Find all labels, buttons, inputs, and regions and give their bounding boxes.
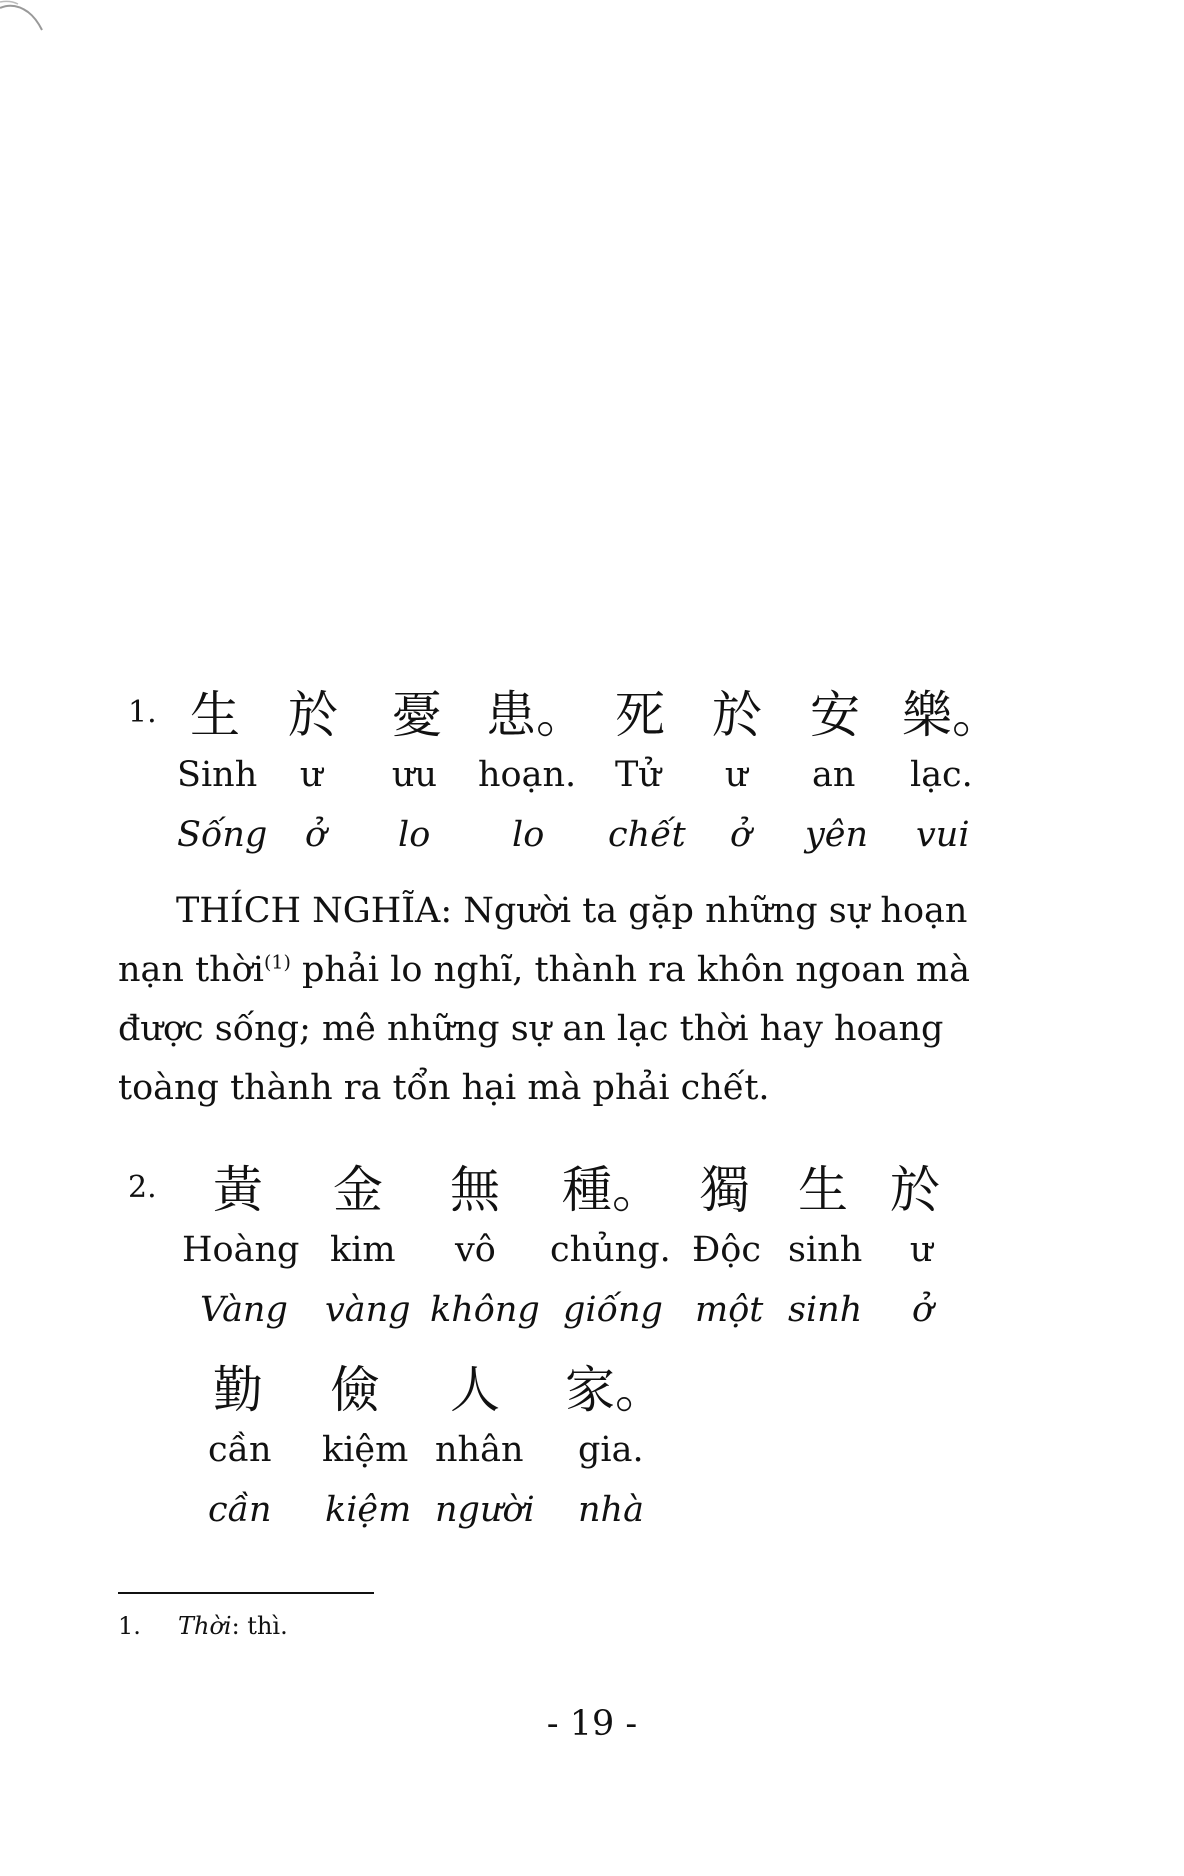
meaning-line xyxy=(0,1485,1184,1545)
han-char: 人 xyxy=(450,1361,500,1419)
reading-word: lạc. xyxy=(910,755,973,795)
page-corner-mark xyxy=(0,0,50,40)
footnote-reference[interactable]: (1) xyxy=(263,951,291,974)
han-char: 於 xyxy=(890,1161,940,1219)
reading-word: kiệm xyxy=(322,1430,409,1470)
reading-word: ư xyxy=(300,755,323,795)
footnote-divider xyxy=(118,1592,374,1594)
reading-line xyxy=(0,1425,1184,1485)
reading-word: ư xyxy=(725,755,748,795)
meaning-word: chết xyxy=(608,815,686,855)
meaning-word: ở xyxy=(305,815,327,855)
meaning-word: một xyxy=(695,1290,764,1330)
meaning-word: Vàng xyxy=(200,1290,288,1330)
meaning-word: kiệm xyxy=(325,1490,412,1530)
reading-line xyxy=(0,750,1184,810)
page-number: - 19 - xyxy=(546,1704,638,1744)
han-char: 死 xyxy=(615,686,665,744)
han-line xyxy=(0,1160,1184,1220)
footnote-number: 1. xyxy=(118,1612,141,1640)
han-char: 安 xyxy=(810,686,860,744)
entry-number: 2. xyxy=(128,1170,157,1205)
meaning-word: sinh xyxy=(788,1290,863,1330)
meaning-word: ở xyxy=(730,815,752,855)
reading-word: an xyxy=(812,755,856,795)
han-char: 家。 xyxy=(565,1361,665,1419)
reading-word: Hoàng xyxy=(182,1230,300,1270)
reading-word: Sinh xyxy=(177,755,258,795)
han-char: 於 xyxy=(712,686,762,744)
han-char: 無 xyxy=(450,1161,500,1219)
han-char: 患。 xyxy=(486,686,586,744)
meaning-word: vàng xyxy=(325,1290,411,1330)
meaning-word: lo xyxy=(398,815,431,855)
meaning-word: giống xyxy=(563,1290,663,1330)
reading-word: ư xyxy=(910,1230,933,1270)
han-char: 於 xyxy=(288,686,338,744)
meaning-line xyxy=(0,1285,1184,1345)
reading-word: cần xyxy=(208,1430,272,1470)
meaning-word: Sống xyxy=(177,815,268,855)
explanation-text: Người ta gặp những sự hoạn nạn thời xyxy=(118,891,968,990)
meaning-word: vui xyxy=(916,815,970,855)
han-char: 黃 xyxy=(213,1161,263,1219)
han-char: 金 xyxy=(333,1161,383,1219)
han-char: 樂。 xyxy=(902,686,1002,744)
han-char: 種。 xyxy=(562,1161,662,1219)
footnote-term: Thời xyxy=(178,1612,232,1640)
reading-word: nhân xyxy=(435,1430,524,1470)
reading-word: vô xyxy=(455,1230,496,1270)
meaning-word: không xyxy=(430,1290,540,1330)
reading-word: gia. xyxy=(578,1430,644,1470)
reading-word: Độc xyxy=(692,1230,761,1270)
reading-word: chủng. xyxy=(550,1230,671,1270)
han-char: 儉 xyxy=(330,1361,380,1419)
reading-word: ưu xyxy=(392,755,438,795)
explanation-text: phải lo nghĩ, thành ra khôn ngoan mà được sống; mê những sự an lạc thời hay hoang toàng thành ra tổn hại mà phải chết. xyxy=(118,950,970,1108)
reading-word: hoạn. xyxy=(478,755,577,795)
meaning-word: người xyxy=(435,1490,535,1530)
han-char: 勤 xyxy=(213,1361,263,1419)
meaning-word: ở xyxy=(912,1290,934,1330)
han-char: 憂 xyxy=(392,686,442,744)
meaning-word: lo xyxy=(512,815,545,855)
reading-word: kim xyxy=(330,1230,396,1270)
footnote-definition: : thì. xyxy=(231,1612,288,1640)
entry-number: 1. xyxy=(128,695,157,730)
meaning-word: nhà xyxy=(578,1490,644,1530)
han-char: 獨 xyxy=(700,1161,750,1219)
meaning-line xyxy=(0,810,1184,870)
han-char: 生 xyxy=(798,1161,848,1219)
footnote xyxy=(118,1610,288,1642)
reading-line xyxy=(0,1225,1184,1285)
reading-word: sinh xyxy=(788,1230,863,1270)
han-line xyxy=(0,1360,1184,1420)
meaning-word: yên xyxy=(805,815,869,855)
meaning-word: cần xyxy=(208,1490,272,1530)
reading-word: Tử xyxy=(615,755,661,795)
explanation-label: THÍCH NGHĨA: xyxy=(176,891,453,931)
han-line xyxy=(0,685,1184,745)
han-char: 生 xyxy=(190,686,240,744)
explanation-paragraph xyxy=(118,882,1018,1118)
